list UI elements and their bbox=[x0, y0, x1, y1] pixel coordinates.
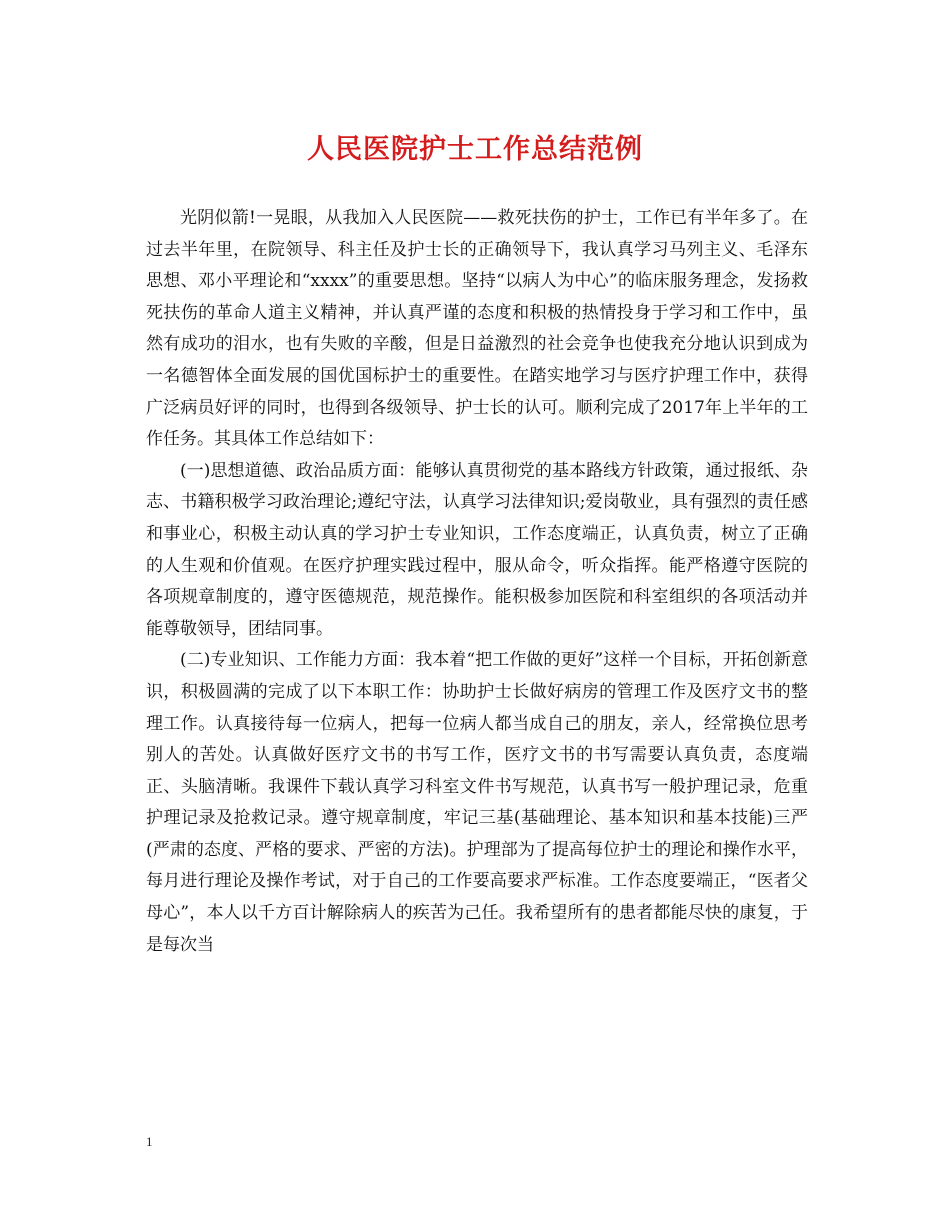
document-title: 人民医院护士工作总结范例 bbox=[307, 134, 643, 165]
page-number: 1 bbox=[146, 1134, 153, 1149]
paragraph-ideology: (一)思想道德、政治品质方面：能够认真贯彻党的基本路线方针政策，通过报纸、杂志、书籍积极学习政治理论;遵纪守法，认真学习法律知识;爱岗敬业，具有强烈的责任感和事业心，积极主动认真的学习护士专业知识，工作态度端正，认真负责，树立了正确的人生观和价值观。在医疗护理实践过程中，服从命令，听众指挥。能严格遵守医院的各项规章制度的，遵守医德规范，规范操作。能积极参加医院和科室组织的各项活动并能尊敬领导，团结同事。 bbox=[146, 460, 808, 639]
document-body bbox=[146, 203, 808, 961]
paragraph-professional: (二)专业知识、工作能力方面：我本着“把工作做的更好”这样一个目标，开拓创新意识，积极圆满的完成了以下本职工作：协助护士长做好病房的管理工作及医疗文书的整理工作。认真接待每一位病人，把每一位病人都当成自己的朋友，亲人，经常换位思考别人的苦处。认真做好医疗文书的书写工作，医疗文书的书写需要认真负责，态度端正、头脑清晰。我课件下载认真学习科室文件书写规范，认真书写一般护理记录，危重护理记录及抢救记录。遵守规章制度，牢记三基(基础理论、基本知识和基本技能)三严(严肃的态度、严格的要求、严密的方法)。护理部为了提高每位护士的理论和操作水平，每月进行理论及操作考试，对于自己的工作要高要求严标准。工作态度要端正，“医者父母心”，本人以千方百计解除病人的疾苦为己任。我希望所有的患者都能尽快的康复，于是每次当 bbox=[146, 650, 808, 955]
paragraph-intro: 光阴似箭!一晃眼，从我加入人民医院——救死扶伤的护士，工作已有半年多了。在过去半年里，在院领导、科主任及护士长的正确领导下，我认真学习马列主义、毛泽东思想、邓小平理论和“xxxx”的重要思想。坚持“以病人为中心”的临床服务理念，发扬救死扶伤的革命人道主义精神，并认真严谨的态度和积极的热情投身于学习和工作中，虽然有成功的泪水，也有失败的辛酸，但是日益激烈的社会竞争也使我充分地认识到成为一名德智体全面发展的国优国标护士的重要性。在踏实地学习与医疗护理工作中，获得广泛病员好评的同时，也得到各级领导、护士长的认可。顺利完成了2017年上半年的工作任务。其具体工作总结如下： bbox=[146, 208, 808, 450]
